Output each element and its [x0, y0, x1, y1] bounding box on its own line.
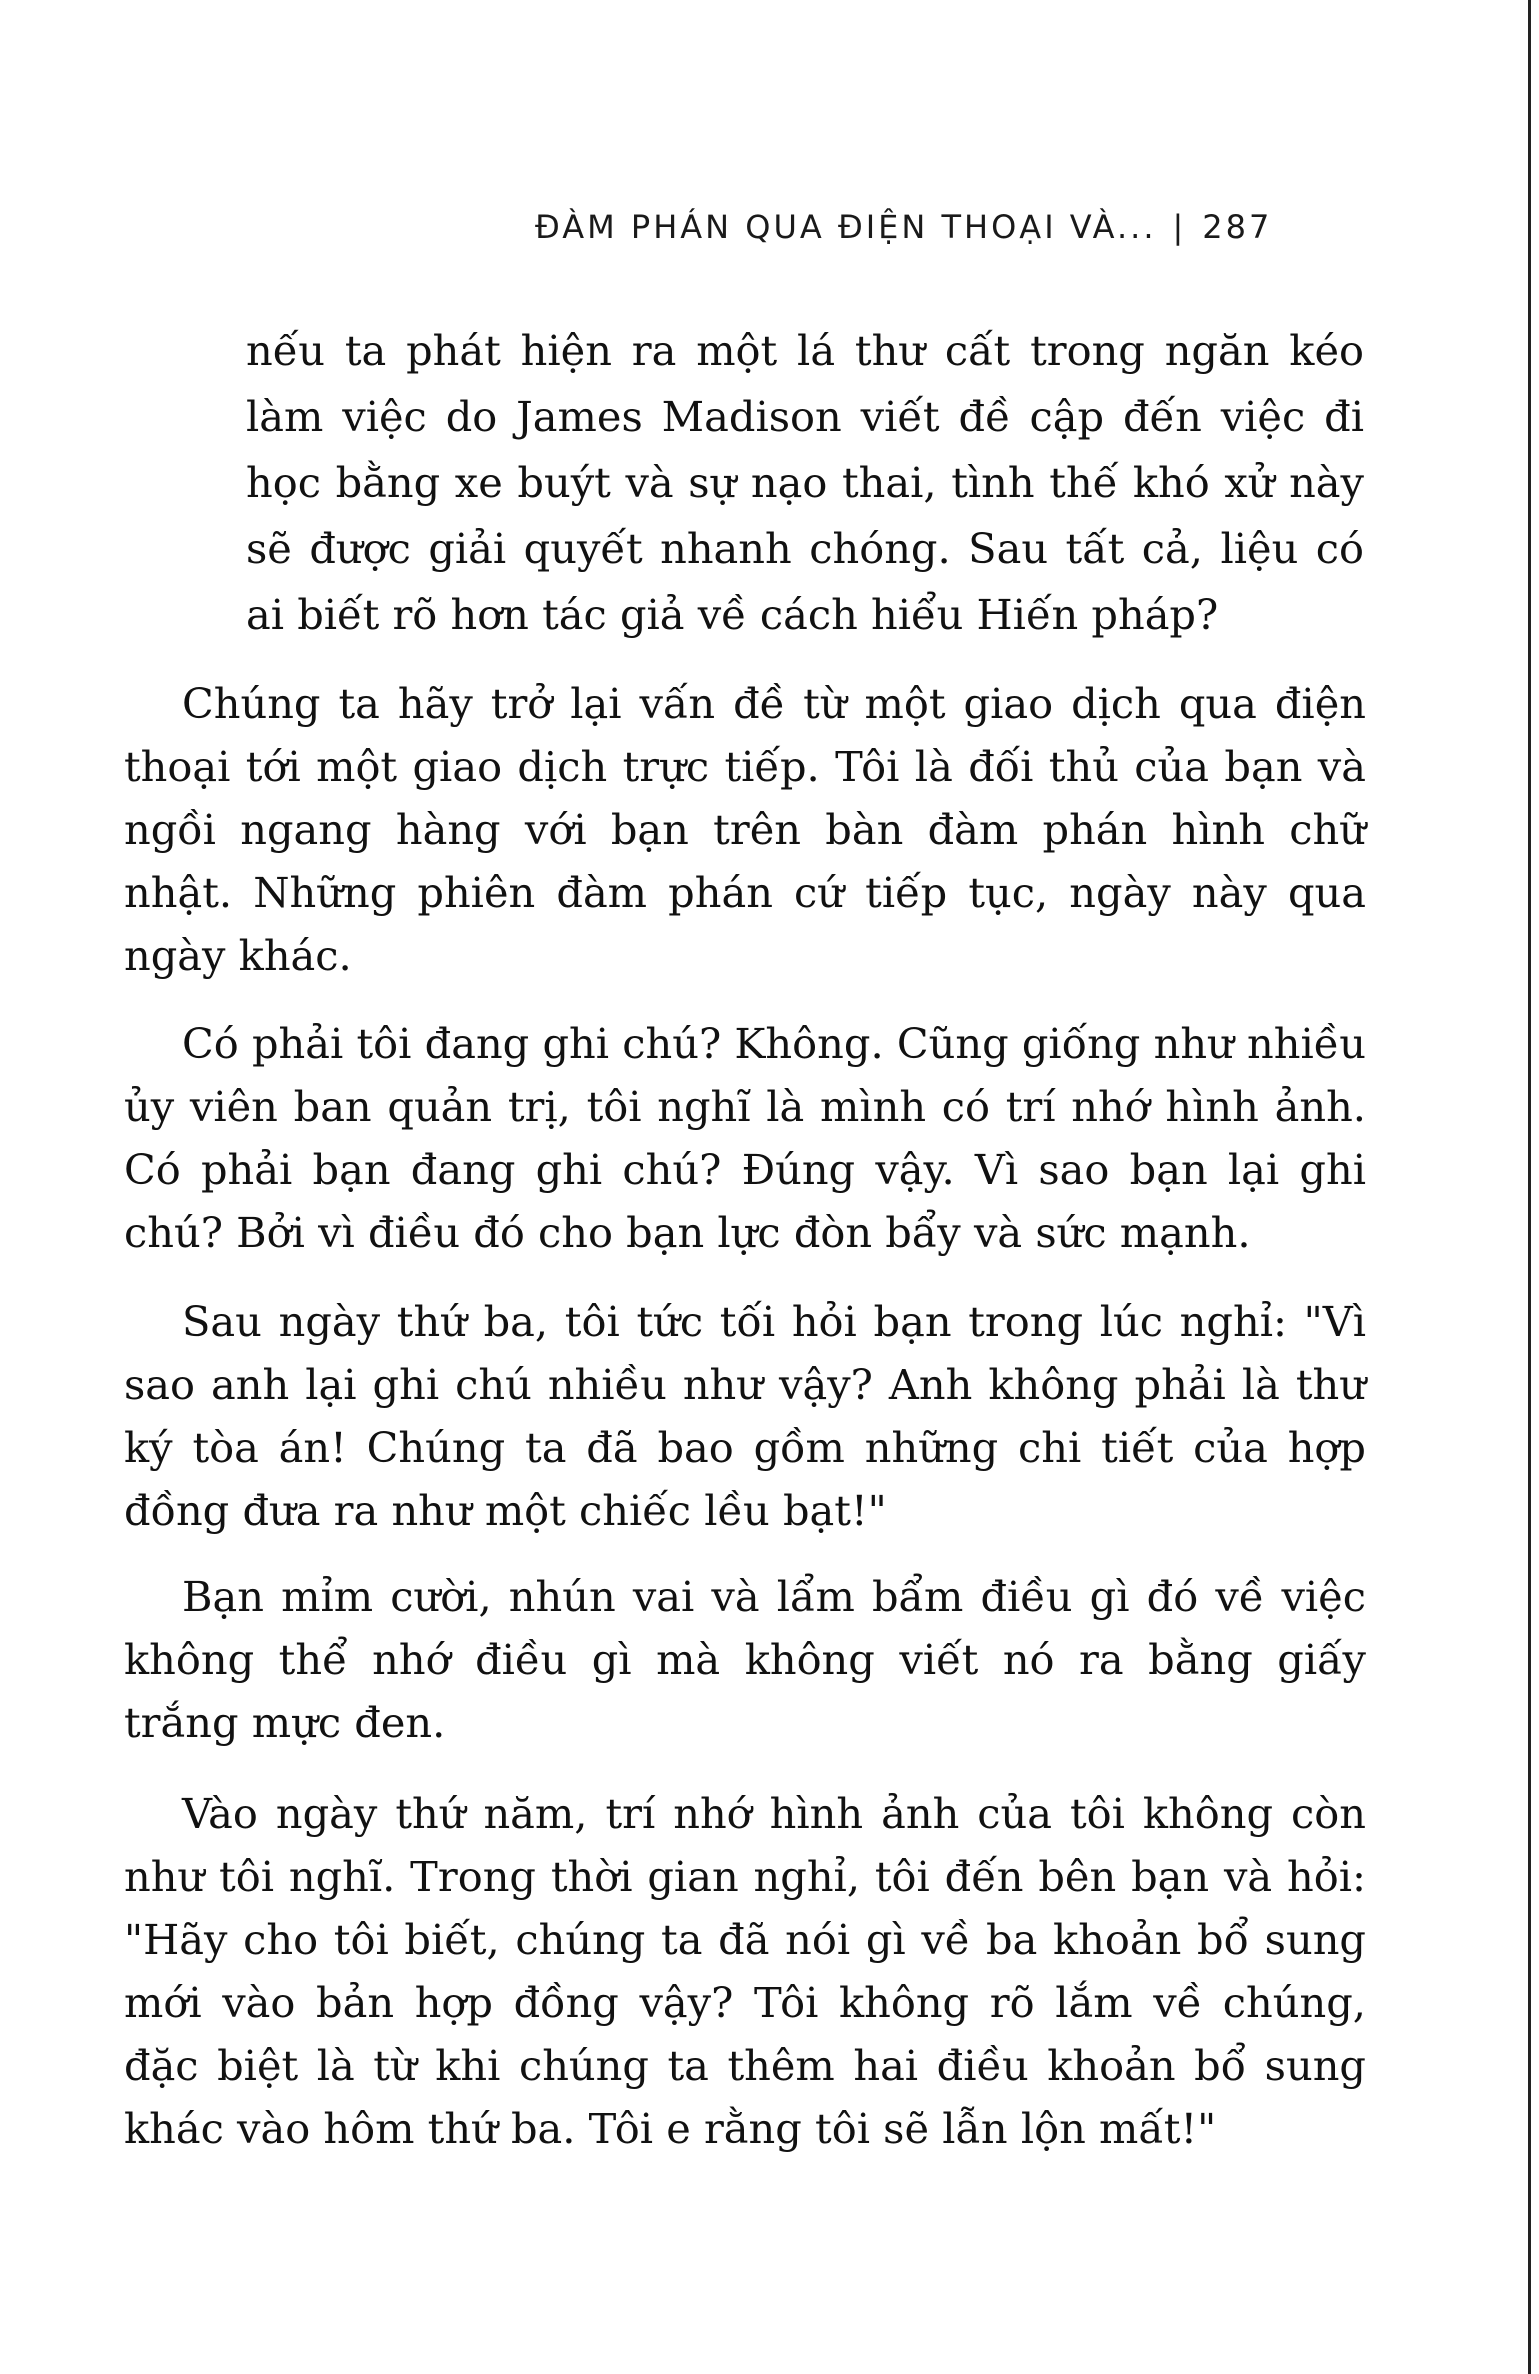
page-edge-line	[1528, 0, 1531, 2374]
paragraph-text: Bạn mỉm cười, nhún vai và lẩm bẩm điều gì đó về việc không thể nhớ điều gì mà không viết nó ra bằng giấy trắng mực đen.	[124, 1572, 1366, 1747]
quote-paragraph: nếu ta phát hiện ra một lá thư cất trong ngăn kéo làm việc do James Madison viết đề cập đến việc đi học bằng xe buýt và sự nạo thai, tình thế khó xử này sẽ được giải quyết nhanh chóng. Sau tất cả, liệu có ai biết rõ hơn tác giả về cách hiểu Hiến pháp?	[246, 326, 1364, 639]
running-title: ĐÀM PHÁN QUA ĐIỆN THOẠI VÀ...	[535, 208, 1157, 246]
paragraph-text: Sau ngày thứ ba, tôi tức tối hỏi bạn trong lúc nghỉ: "Vì sao anh lại ghi chú nhiều như vậy? Anh không phải là thư ký tòa án! Chúng ta đã bao gồm những chi tiết của hợp đồng đưa ra như một chiếc lều bạt!"	[124, 1297, 1366, 1535]
indented-quote-block	[246, 318, 1364, 648]
body-paragraph-2	[124, 1012, 1366, 1264]
page-number: 287	[1202, 208, 1273, 246]
body-paragraph-5	[124, 1782, 1366, 2160]
paragraph-text: Có phải tôi đang ghi chú? Không. Cũng giống như nhiều ủy viên ban quản trị, tôi nghĩ là mình có trí nhớ hình ảnh. Có phải bạn đang ghi chú? Đúng vậy. Vì sao bạn lại ghi chú? Bởi vì điều đó cho bạn lực đòn bẩy và sức mạnh.	[124, 1019, 1366, 1257]
body-paragraph-3	[124, 1290, 1366, 1542]
paragraph-text: Vào ngày thứ năm, trí nhớ hình ảnh của tôi không còn như tôi nghĩ. Trong thời gian nghỉ, tôi đến bên bạn và hỏi: "Hãy cho tôi biết, chúng ta đã nói gì về ba khoản bổ sung mới vào bản hợp đồng vậy? Tôi không rõ lắm về chúng, đặc biệt là từ khi chúng ta thêm hai điều khoản bổ sung khác vào hôm thứ ba. Tôi e rằng tôi sẽ lẫn lộn mất!"	[124, 1789, 1366, 2153]
body-paragraph-1	[124, 672, 1366, 987]
running-header	[535, 208, 1375, 246]
paragraph-text: Chúng ta hãy trở lại vấn đề từ một giao dịch qua điện thoại tới một giao dịch trực tiếp. Tôi là đối thủ của bạn và ngồi ngang hàng với bạn trên bàn đàm phán hình chữ nhật. Những phiên đàm phán cứ tiếp tục, ngày này qua ngày khác.	[124, 679, 1366, 980]
header-separator: |	[1172, 208, 1187, 246]
body-paragraph-4	[124, 1565, 1366, 1754]
